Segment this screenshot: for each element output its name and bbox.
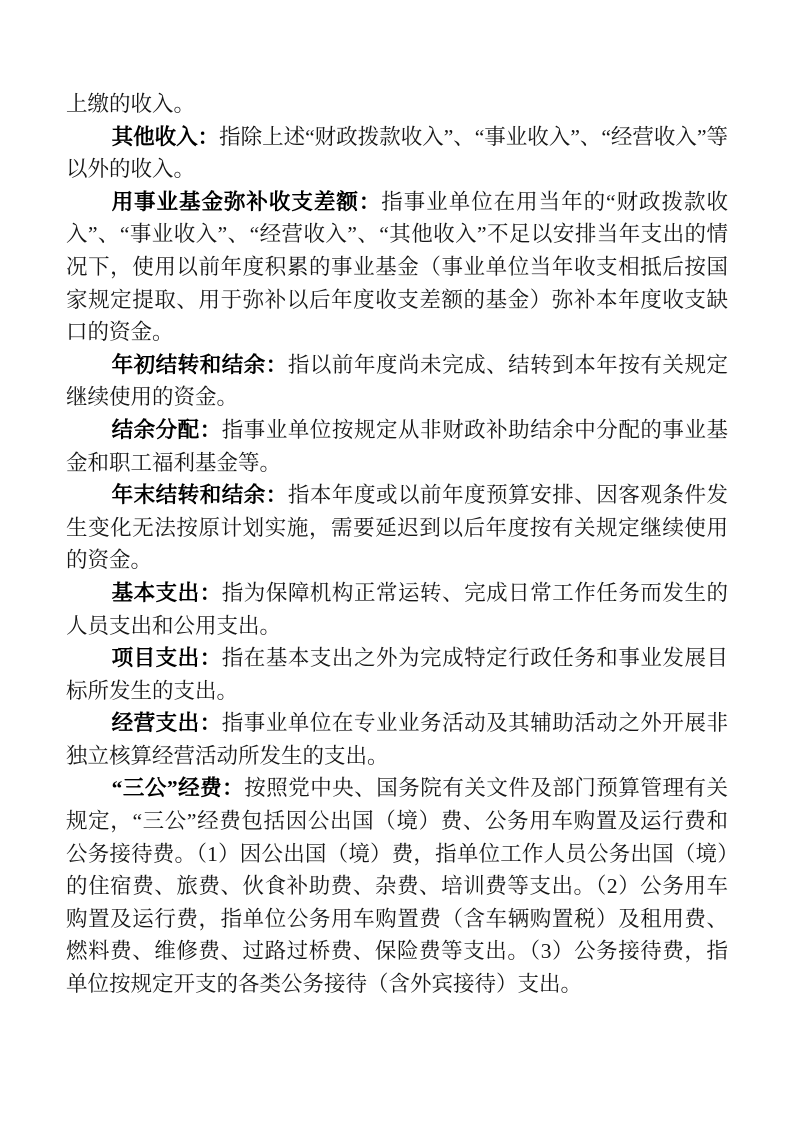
paragraph-operating-expenditure [66, 707, 728, 772]
term-label: 年初结转和结余： [111, 352, 288, 377]
term-label: 其他收入： [111, 124, 220, 149]
term-label: 年末结转和结余： [111, 483, 288, 508]
paragraph-body: 指在基本支出之外为完成特定行政任务和事业发展目标所发生的支出。 [66, 646, 728, 703]
paragraph-body: 指本年度或以前年度预算安排、因客观条件发生变化无法按原计划实施，需要延迟到以后年度按有关规定继续使用的资金。 [66, 483, 728, 573]
paragraph-body: 上缴的收入。 [66, 92, 196, 116]
term-label: 用事业基金弥补收支差额： [111, 189, 382, 214]
paragraph-body: 指事业单位在专业业务活动及其辅助活动之外开展非独立核算经营活动所发生的支出。 [66, 711, 728, 768]
paragraph-three-public-funds [66, 772, 728, 1000]
paragraph-project-expenditure [66, 642, 728, 707]
paragraph-body: 指事业单位在用当年的“财政拨款收入”、“事业收入”、“经营收入”、“其他收入”不足以安排当年支出的情况下，使用以前年度积累的事业基金（事业单位当年收支相抵后按国家规定提取、用于弥补以后年度收支差额的基金）弥补本年度收支缺口的资金。 [66, 189, 728, 345]
term-label: 基本支出： [111, 580, 222, 605]
paragraph-basic-expenditure [66, 577, 728, 642]
text-block [66, 88, 728, 1001]
term-label: 结余分配： [111, 417, 222, 442]
paragraph-fund-offset-balance [66, 186, 728, 349]
paragraph-body: 指以前年度尚未完成、结转到本年按有关规定继续使用的资金。 [66, 352, 728, 410]
paragraph-year-end-carryover [66, 479, 728, 577]
term-label: 经营支出： [111, 711, 222, 736]
paragraph-body: 指除上述“财政拨款收入”、“事业收入”、“经营收入”等以外的收入。 [66, 124, 728, 182]
paragraph-body: 指事业单位按规定从非财政补助结余中分配的事业基金和职工福利基金等。 [66, 417, 728, 475]
paragraph-continuation [66, 88, 728, 121]
term-label: 项目支出： [111, 646, 222, 671]
paragraph-year-begin-carryover [66, 349, 728, 414]
paragraph-other-income [66, 121, 728, 186]
paragraph-body: 指为保障机构正常运转、完成日常工作任务而发生的人员支出和公用支出。 [66, 580, 728, 638]
paragraph-body: 按照党中央、国务院有关文件及部门预算管理有关规定，“三公”经费包括因公出国（境）费、公务用车购置及运行费和公务接待费。（1）因公出国（境）费，指单位工作人员公务出国（境）的住宿费、旅费、伙食补助费、杂费、培训费等支出。（2）公务用车购置及运行费，指单位公务用车购置费（含车辆购置税）及租用费、燃料费、维修费、过路过桥费、保险费等支出。（3）公务接待费，指单位按规定开支的各类公务接待（含外宾接待）支出。 [66, 776, 728, 997]
paragraph-surplus-distribution [66, 414, 728, 479]
term-label: “三公”经费： [111, 776, 245, 801]
